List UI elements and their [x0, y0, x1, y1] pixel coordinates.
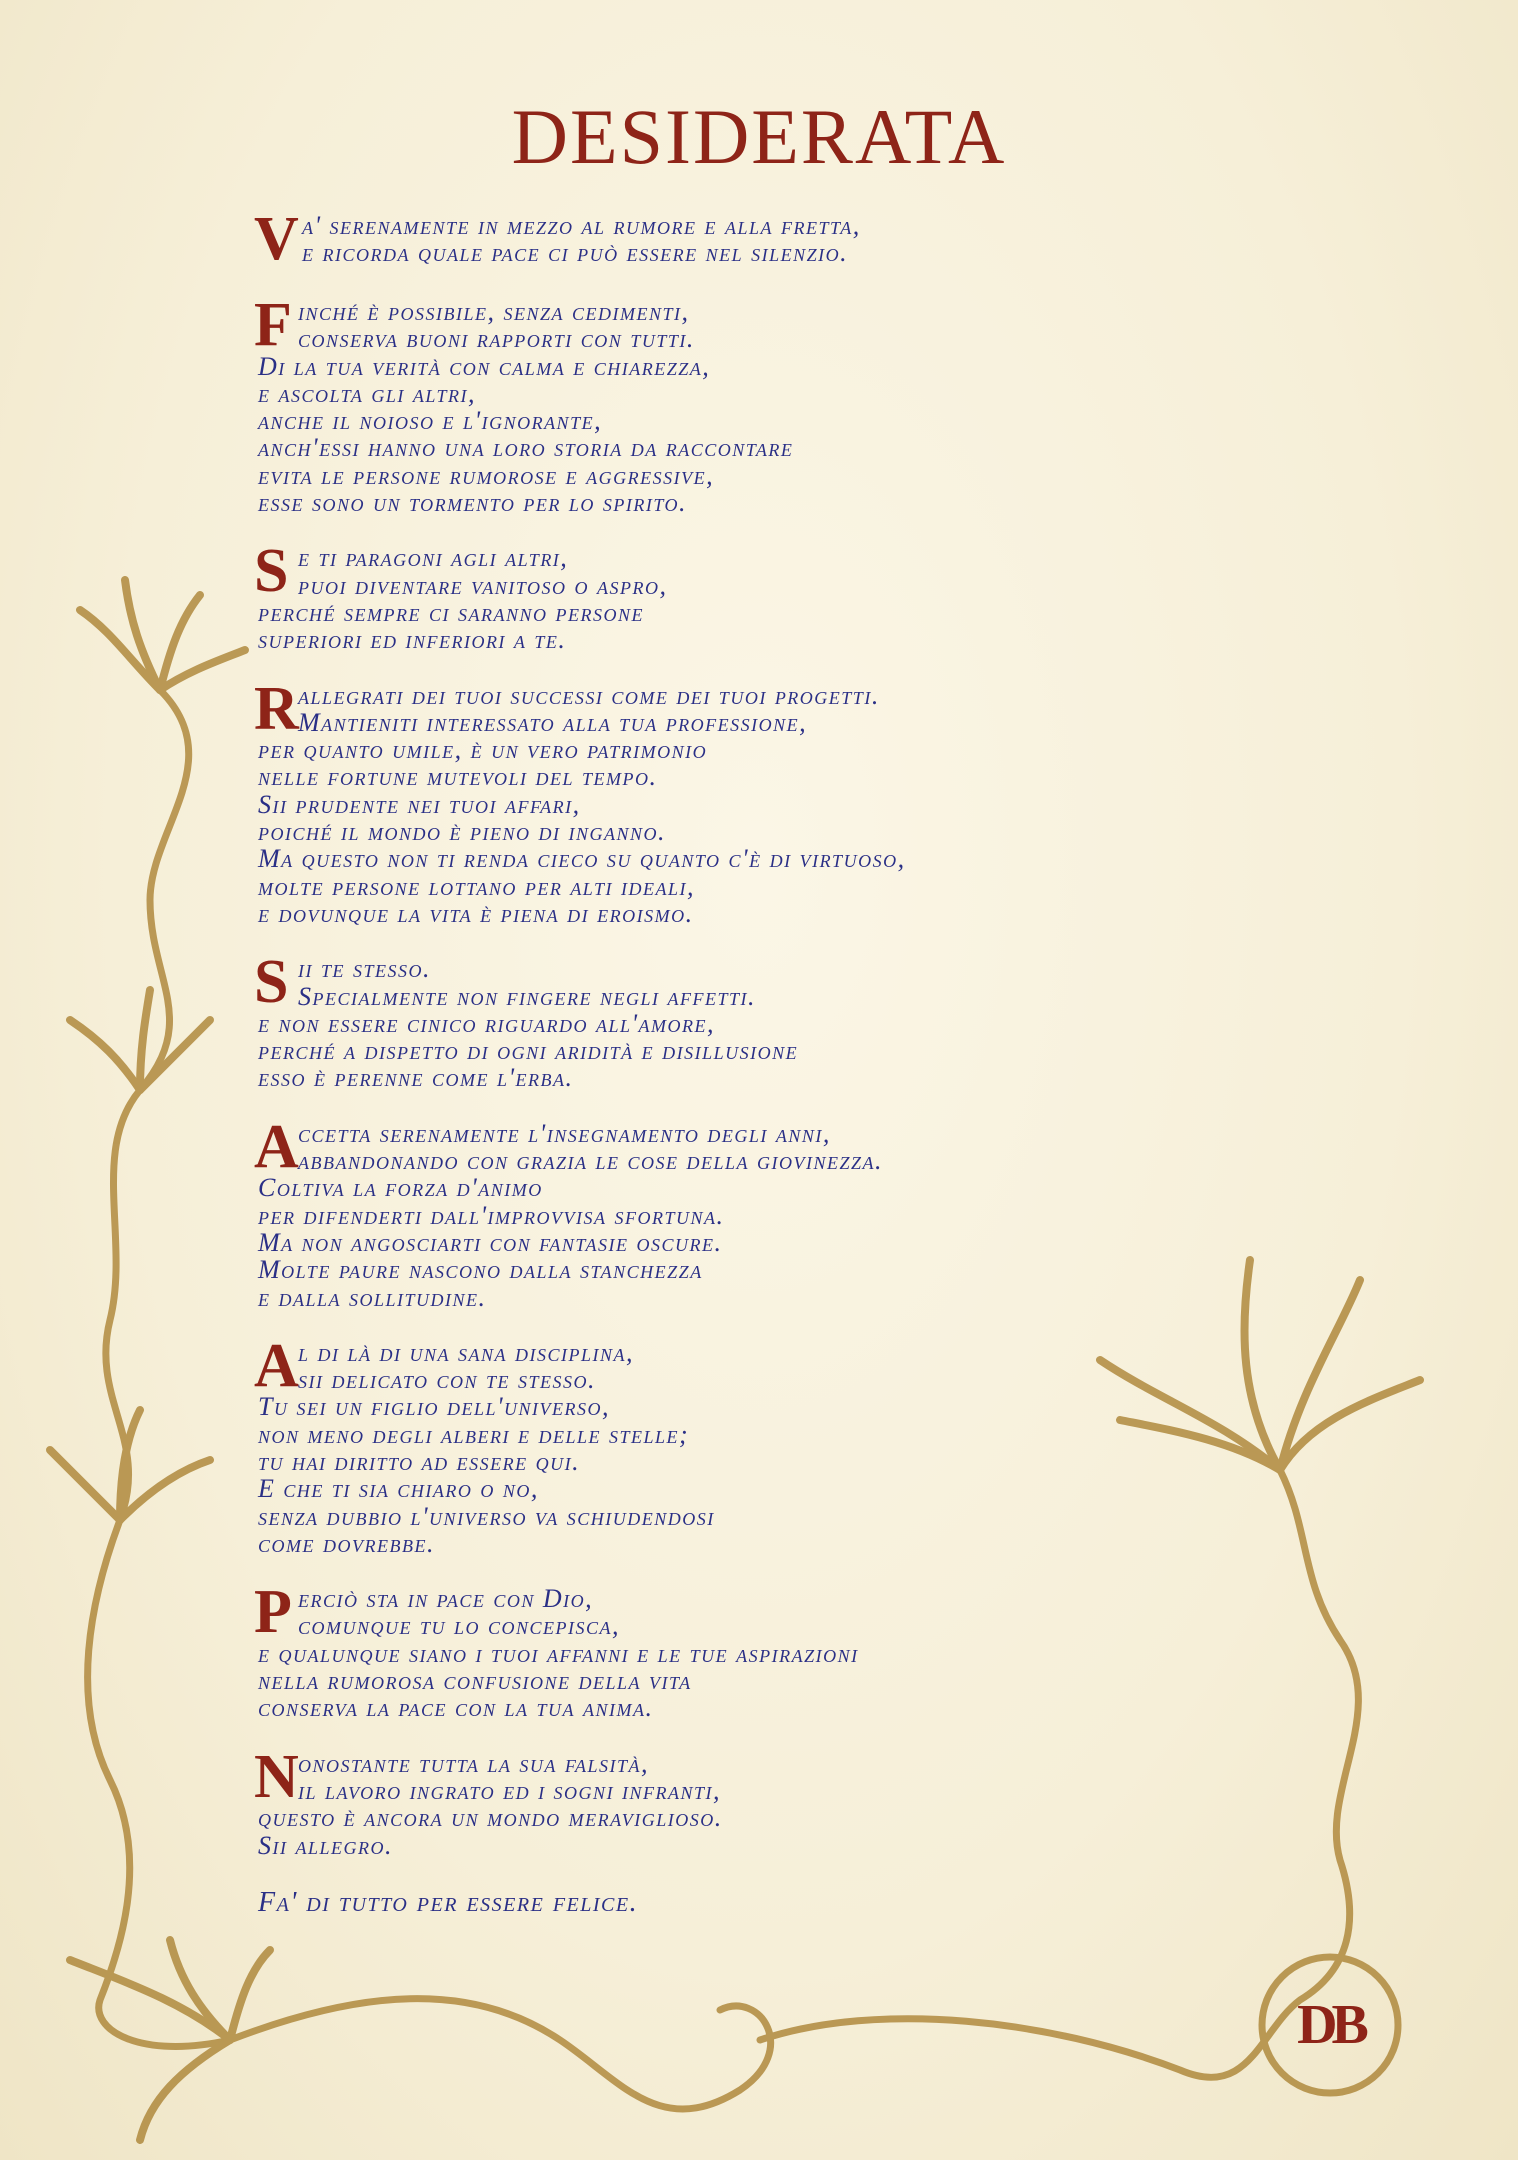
poem-line: superiori ed inferiori a te.: [258, 625, 567, 655]
poem-line: Specialmente non fingere negli affetti.: [298, 981, 756, 1011]
poem-line: evita le persone rumorose e aggressive,: [258, 460, 715, 490]
artist-monogram: DB: [1297, 1994, 1363, 2056]
drop-cap: N: [254, 1742, 299, 1811]
poem-line: e ascolta gli altri,: [258, 378, 476, 408]
poem-line: questo è ancora un mondo meraviglioso.: [258, 1803, 723, 1833]
stanza-4: [254, 674, 1268, 928]
poem-line: puoi diventare vanitoso o aspro,: [298, 570, 668, 600]
poem-line: Sii allegro.: [258, 1830, 393, 1860]
poem-line: a' serenamente in mezzo al rumore e alla fretta,: [302, 211, 861, 240]
poem-line: il lavoro ingrato ed i sogni infranti,: [298, 1775, 722, 1805]
poem-line: ii te stesso.: [298, 954, 431, 984]
stanza-3: [254, 537, 1268, 655]
poem-line: e ti paragoni agli altri,: [298, 543, 569, 573]
poem-line: e dalla sollitudine.: [258, 1282, 487, 1312]
poem-line: per difenderti dall'improvvisa sfortuna.: [258, 1200, 725, 1230]
poem-line: e dovunque la vita è piena di eroismo.: [258, 898, 694, 928]
drop-cap: R: [254, 674, 299, 743]
poem-line: per quanto umile, è un vero patrimonio: [258, 735, 708, 765]
poem-line: conserva buoni rapporti con tutti.: [298, 324, 695, 354]
poem-line: sii delicato con te stesso.: [298, 1365, 597, 1395]
poem-line: conserva la pace con la tua anima.: [258, 1693, 654, 1723]
poem-line: Tu sei un figlio dell'universo,: [258, 1392, 611, 1422]
poem-line: e qualunque siano i tuoi affanni e le tue aspirazioni: [258, 1638, 859, 1668]
poem-line: nella rumorosa confusione della vita: [258, 1666, 692, 1696]
poem-line: molte persone lottano per alti ideali,: [258, 871, 695, 901]
poem-line: Ma non angosciarti con fantasie oscure.: [258, 1227, 723, 1257]
closing-stanza: [258, 1886, 1268, 1918]
poem-body: [254, 205, 1268, 1918]
poem-line: E che ti sia chiaro o no,: [258, 1474, 539, 1504]
poem-line: nelle fortune mutevoli del tempo.: [258, 762, 658, 792]
stanza-7: [254, 1331, 1268, 1558]
poem-line: e non essere cinico riguardo all'amore,: [258, 1008, 716, 1038]
poem-line: ccetta serenamente l'insegnamento degli anni,: [298, 1118, 831, 1148]
stanza-5: [254, 948, 1268, 1093]
poem-line: Molte paure nascono dalla stanchezza: [258, 1255, 703, 1285]
poem-line: Di la tua verità con calma e chiarezza,: [258, 351, 711, 381]
poem-line: perché sempre ci saranno persone: [258, 597, 644, 627]
poem-line: Ma questo non ti renda cieco su quanto c'è di virtuoso,: [258, 844, 906, 874]
poem-line: erciò sta in pace con Dio,: [298, 1584, 594, 1614]
drop-cap: S: [254, 948, 289, 1017]
poem-line: esse sono un tormento per lo spirito.: [258, 488, 688, 518]
closing-line: Fa' di tutto per essere felice.: [258, 1886, 639, 1918]
poem-line: comunque tu lo concepisca,: [298, 1611, 621, 1641]
poem-title: DESIDERATA: [511, 93, 1007, 180]
poem-line: non meno degli alberi e delle stelle;: [258, 1419, 690, 1449]
poem-line: l di là di una sana disciplina,: [298, 1337, 634, 1367]
poem-line: senza dubbio l'universo va schiudendosi: [258, 1501, 715, 1531]
poem-line: come dovrebbe.: [258, 1528, 435, 1558]
drop-cap: A: [254, 1112, 299, 1181]
drop-cap: V: [254, 205, 299, 273]
drop-cap: P: [254, 1578, 292, 1647]
poem-line: tu hai diritto ad essere qui.: [258, 1446, 581, 1476]
poem-line: Mantieniti interessato alla tua professione,: [298, 707, 808, 737]
poem-line: inché è possibile, senza cedimenti,: [298, 297, 690, 326]
drop-cap: S: [254, 537, 289, 606]
stanza-2: [254, 291, 1268, 518]
poem-line: Coltiva la forza d'animo: [258, 1173, 543, 1203]
drop-cap: A: [254, 1331, 299, 1400]
poem-line: Sii prudente nei tuoi affari,: [258, 789, 581, 819]
poem-line: perché a dispetto di ogni aridità e disillusione: [258, 1036, 799, 1066]
poem-line: onostante tutta la sua falsità,: [298, 1748, 650, 1778]
stanza-6: [254, 1112, 1268, 1312]
poem-line: anche il noioso e l'ignorante,: [258, 406, 603, 436]
poem-line: esso è perenne come l'erba.: [258, 1063, 574, 1093]
stanza-8: [254, 1578, 1268, 1723]
stanza-9: [254, 1742, 1268, 1860]
poem-line: e ricorda quale pace ci può essere nel silenzio.: [302, 238, 849, 268]
poem-line: anch'essi hanno una loro storia da raccontare: [258, 433, 794, 463]
stanza-1: [254, 205, 1268, 273]
drop-cap: F: [254, 291, 292, 359]
poem-line: allegrati dei tuoi successi come dei tuoi progetti.: [298, 680, 880, 710]
poem-line: poiché il mondo è pieno di inganno.: [258, 817, 666, 847]
poem-line: abbandonando con grazia le cose della giovinezza.: [298, 1146, 884, 1176]
